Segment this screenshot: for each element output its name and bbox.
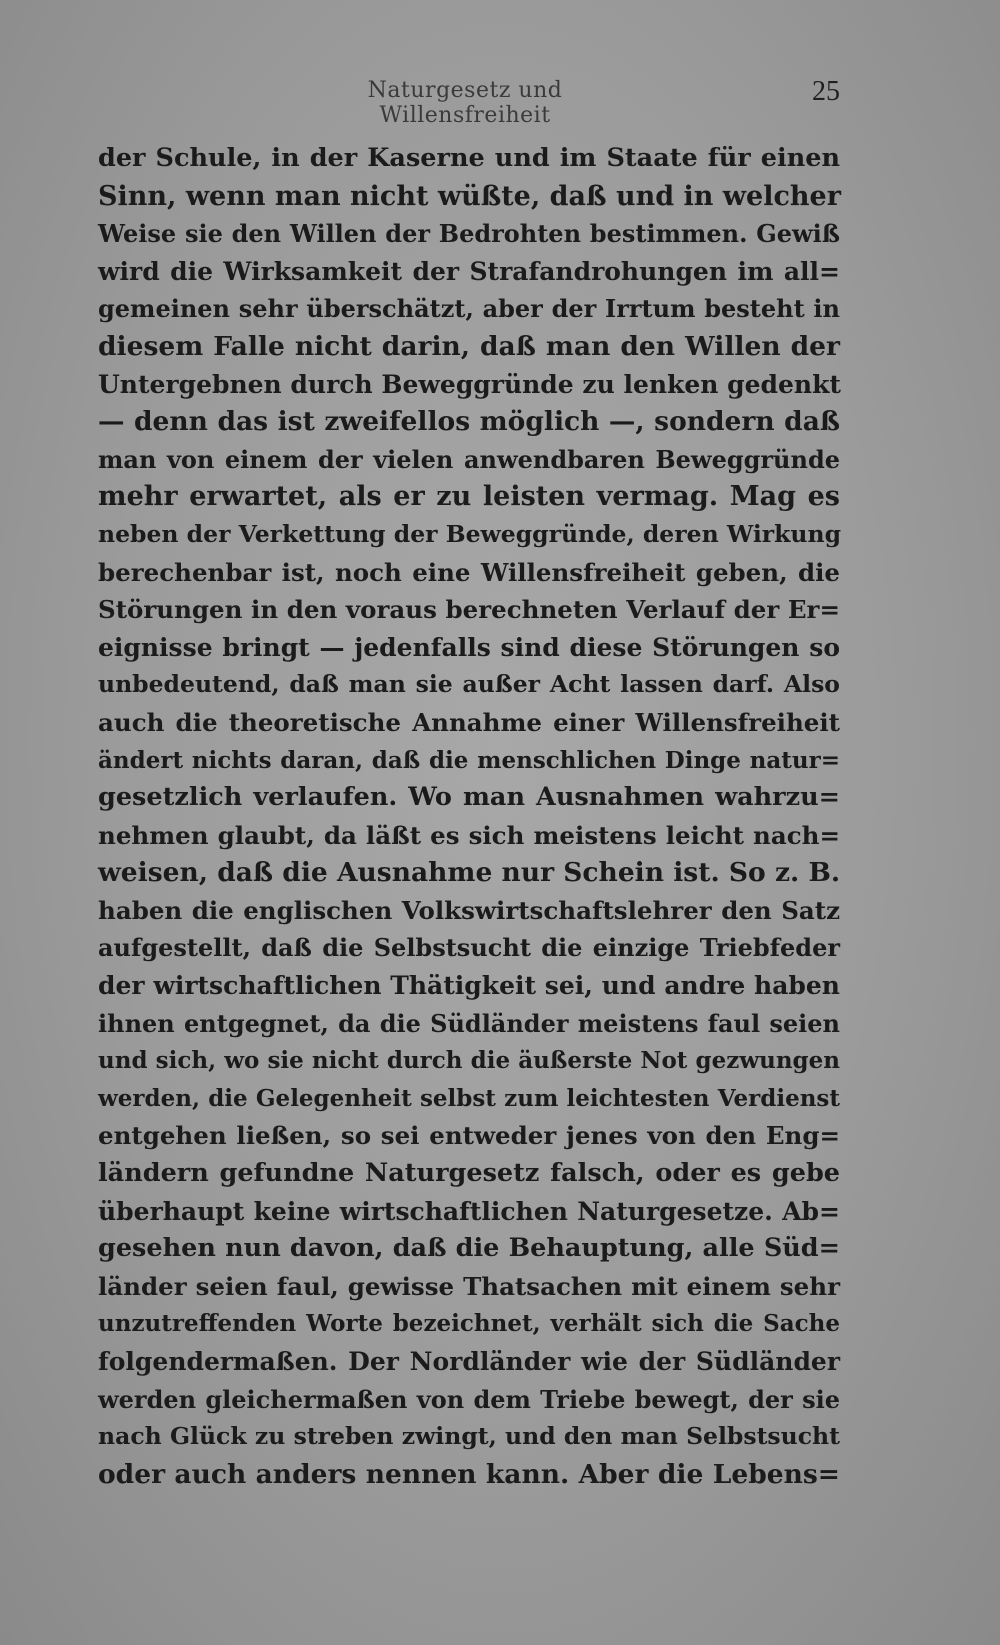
text-line: aufgestellt, daß die Selbstsucht die einzige Triebfeder [98, 933, 840, 963]
text-line: nach Glück zu streben zwingt, und den man Selbstsucht [98, 1422, 840, 1451]
text-line: Störungen in den voraus berechneten Verlauf der Er= [98, 595, 840, 625]
body-text [98, 140, 840, 1493]
text-line: werden gleichermaßen von dem Triebe bewegt, der sie [98, 1384, 840, 1414]
text-line: diesem Falle nicht darin, daß man den Willen der [98, 330, 840, 362]
text-line: der Schule, in der Kaserne und im Staate für einen [98, 143, 840, 173]
text-line: werden, die Gelegenheit selbst zum leichtesten Verdienst [98, 1084, 840, 1112]
text-line: man von einem der vielen anwendbaren Beweggründe [98, 444, 840, 474]
text-line: gesetzlich verlaufen. Wo man Ausnahmen wahrzu= [98, 782, 840, 813]
text-line: wird die Wirksamkeit der Strafandrohungen im all= [98, 256, 840, 286]
text-line: berechenbar ist, noch eine Willensfreiheit geben, die [98, 557, 840, 587]
text-line: Sinn, wenn man nicht wüßte, daß und in welcher [98, 180, 841, 212]
text-line: unbedeutend, daß man sie außer Acht lassen darf. Also [98, 670, 840, 699]
text-line: gesehen nun davon, daß die Behauptung, alle Süd= [98, 1233, 840, 1264]
text-line: auch die theoretische Annahme einer Willensfreiheit [98, 707, 840, 737]
text-line: und sich, wo sie nicht durch die äußerste Not gezwungen [98, 1047, 840, 1075]
text-line: eignisse bringt — jedenfalls sind diese Störungen so [98, 632, 840, 662]
text-line: folgendermaßen. Der Nordländer wie der Südländer [98, 1347, 840, 1376]
text-line: gemeinen sehr überschätzt, aber der Irrtum besteht in [98, 294, 840, 324]
text-line: oder auch anders nennen kann. Aber die Lebens= [98, 1458, 840, 1490]
text-line: überhaupt keine wirtschaftlichen Naturgesetze. Ab= [98, 1196, 840, 1226]
text-line: entgehen ließen, so sei entweder jenes von den Eng= [98, 1121, 840, 1151]
text-line: ihnen entgegnet, da die Südländer meistens faul seien [98, 1008, 840, 1038]
text-line: weisen, daß die Ausnahme nur Schein ist. So z. B. [98, 857, 841, 889]
text-line: ländern gefundne Naturgesetz falsch, oder es gebe [98, 1158, 840, 1189]
text-line: Untergebnen durch Beweggründe zu lenken gedenkt [98, 369, 841, 399]
text-line: haben die englischen Volkswirtschaftslehrer den Satz [98, 895, 840, 925]
page-number: 25 [812, 76, 840, 107]
text-line: — denn das ist zweifellos möglich —, sondern daß [98, 406, 840, 438]
text-line: unzutreffenden Worte bezeichnet, verhält sich die Sache [98, 1310, 840, 1338]
text-line: Weise sie den Willen der Bedrohten bestimmen. Gewiß [98, 219, 840, 249]
text-line: neben der Verkettung der Beweggründe, deren Wirkung [98, 519, 842, 548]
text-line: mehr erwartet, als er zu leisten vermag. Mag es [98, 481, 840, 513]
running-head: Naturgesetz und Willensfreiheit [367, 78, 563, 128]
text-line: der wirtschaftlichen Thätigkeit sei, und andre haben [98, 971, 840, 1001]
text-line: länder seien faul, gewisse Thatsachen mit einem sehr [98, 1271, 840, 1301]
text-line: ändert nichts daran, daß die menschlichen Dinge natur= [98, 746, 840, 774]
page-header [0, 76, 1000, 128]
text-line: nehmen glaubt, da läßt es sich meistens leicht nach= [98, 820, 840, 850]
